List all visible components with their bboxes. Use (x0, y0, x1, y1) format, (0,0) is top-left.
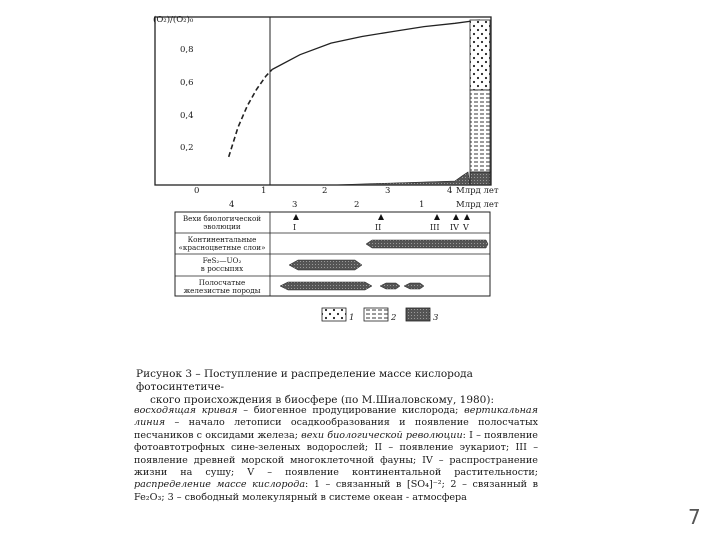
row-label: эволюции (203, 222, 241, 231)
y-axis-label: (O₂)/(O₂)₀ (153, 15, 194, 25)
milestone-label: IV (450, 223, 459, 232)
row-label: «красноцветные слои» (178, 243, 266, 252)
dashed-curve (229, 70, 272, 157)
x-tick-label: 4 (447, 186, 453, 196)
desc-term: восходящая кривая (134, 405, 238, 416)
y-tick-label: 0,4 (180, 111, 194, 121)
bif-band-2 (380, 283, 400, 289)
row-label: FeS₂—UO₂ (202, 256, 242, 265)
legend-swatch-2 (364, 308, 388, 321)
y-tick-label: 0,2 (180, 143, 194, 153)
x-tick-label: 2 (322, 186, 328, 196)
timeline-tick: 2 (354, 200, 360, 210)
row-label: Континентальные (187, 235, 257, 244)
milestone-marker (378, 214, 384, 220)
desc-text: – начало летописи осадкообразования и появление полосчатых песчаников с оксидами железа; (134, 417, 538, 441)
caption-line: ского происхождения в биосфере (по М.Шиаловскому, 1980): (150, 394, 494, 406)
figure-description (134, 405, 538, 504)
milestone-label: II (375, 223, 382, 232)
y-tick-label: 0,8 (180, 45, 194, 55)
desc-text: – биогенное продуцирование кислорода; (237, 405, 465, 416)
milestone-marker (464, 214, 470, 220)
row-label: в россыпях (200, 264, 244, 273)
milestones (293, 214, 470, 232)
y-ticks (180, 45, 194, 153)
caption-line: Рисунок 3 – Поступление и распределение массе кислорода фотосинтетиче- (136, 368, 473, 393)
fe2o3-wedge (330, 172, 470, 185)
solid-curve (272, 20, 480, 70)
x-tick-label: 3 (385, 186, 391, 196)
red-beds-band (366, 240, 488, 248)
desc-term: вехи биологической революции (301, 429, 463, 441)
row-label: железистые породы (183, 286, 261, 295)
row-label: Вехи биологической (182, 214, 262, 223)
desc-text: : 1 – связанный в [SO₄]⁻²; 2 – связанный в Fe₂O₃; 3 – свободный молекулярный в системе океан - атмосфера (134, 479, 538, 503)
legend-swatch-3 (406, 308, 430, 321)
timeline-tick: 1 (419, 200, 425, 210)
x-ticks (194, 186, 499, 196)
desc-text: : I – появление фотоавтотрофных сине-зеленых водорослей; II – появление эукариот; III – появление древней морской многоклеточной фауны; IV – распространение жизни на сушу; V – появление континентальной растительности; (134, 429, 538, 479)
figure-caption (136, 368, 536, 407)
timeline-unit: Млрд лет (456, 200, 499, 210)
x-tick-label: 1 (261, 186, 267, 196)
so4-column (470, 20, 490, 90)
timeline-tick: 4 (229, 200, 235, 210)
bif-band-3 (404, 283, 424, 289)
timeline-top-ticks (229, 200, 499, 210)
legend-label: 2 (391, 313, 397, 323)
fe2o3-column (470, 90, 490, 172)
legend (322, 308, 438, 323)
row-label: Полосчатые (198, 278, 246, 287)
x-axis-unit: Млрд лет (456, 186, 499, 196)
milestone-label: V (463, 223, 469, 232)
legend-label: 3 (433, 313, 439, 323)
y-tick-label: 0,6 (180, 78, 194, 88)
legend-swatch-1 (322, 308, 346, 321)
page-number: 7 (688, 505, 701, 529)
milestone-label: I (293, 223, 297, 232)
bif-band-1 (280, 282, 372, 290)
legend-label: 1 (349, 313, 355, 323)
milestone-marker (453, 214, 459, 220)
free-o2-column (470, 172, 490, 185)
milestone-label: III (430, 223, 440, 232)
fes2-uo2-band (289, 260, 362, 270)
timeline-tick: 3 (292, 200, 298, 210)
desc-term: распределение массе кислорода (134, 479, 306, 491)
milestone-marker (434, 214, 440, 220)
x-tick-label: 0 (194, 186, 200, 196)
desc-term: вертикальная линия (134, 405, 539, 429)
milestone-marker (293, 214, 299, 220)
chart-frame (155, 17, 491, 185)
row-labels (179, 214, 266, 295)
